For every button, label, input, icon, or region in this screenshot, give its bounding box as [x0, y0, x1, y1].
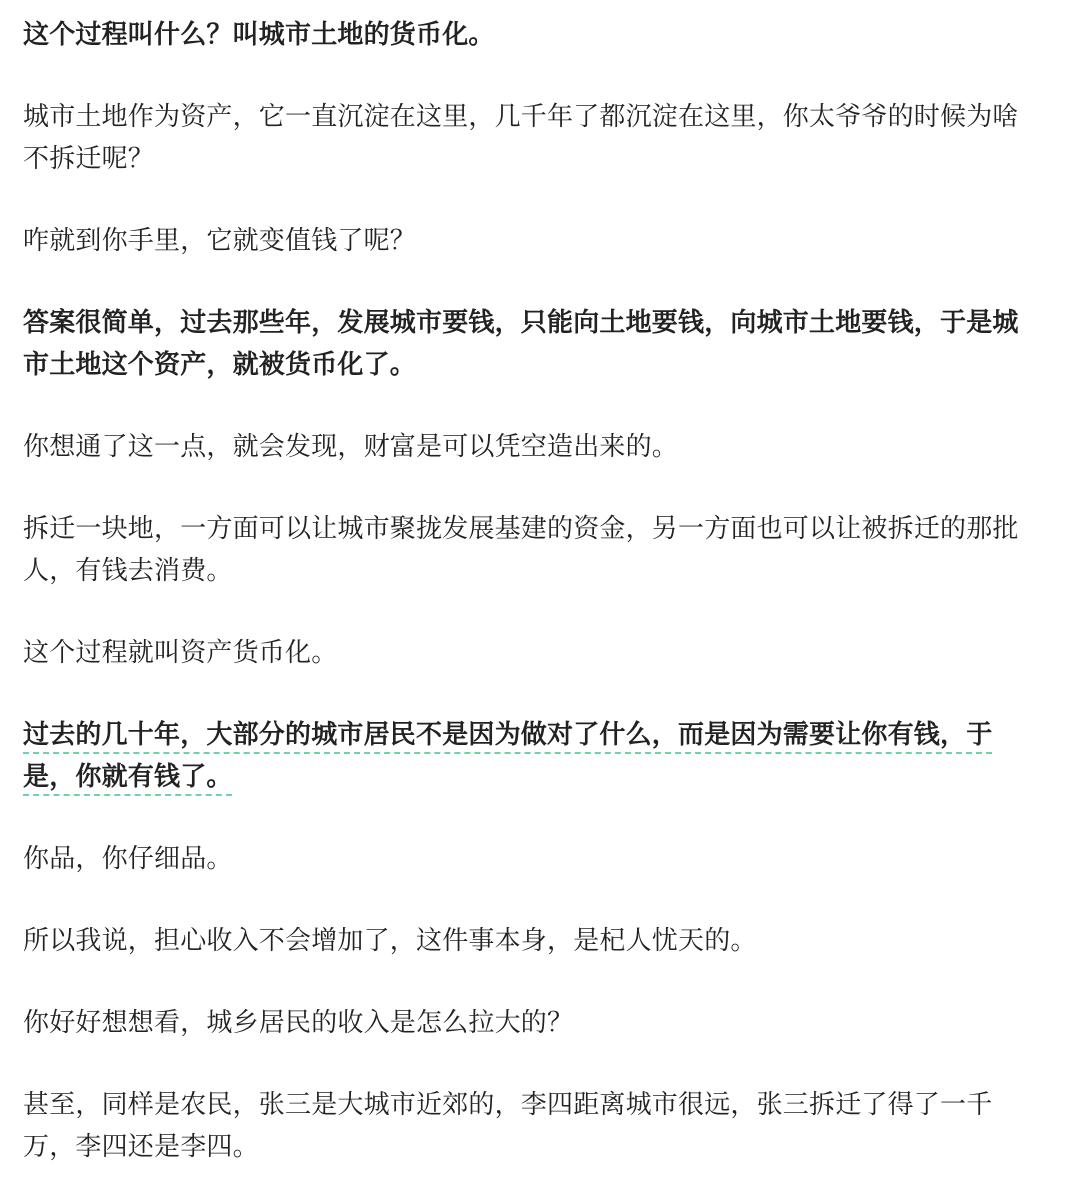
highlight-text[interactable]: 过去的几十年，大部分的城市居民不是因为做对了什么，而是因为需要让你有钱，于是，你就有钱了。: [23, 720, 993, 792]
paragraph: 城市土地作为资产，它一直沉淀在这里，几千年了都沉淀在这里，你太爷爷的时候为啥不拆迁呢？: [23, 102, 1019, 174]
paragraph: 拆迁一块地，一方面可以让城市聚拢发展基建的资金，另一方面也可以让被拆迁的那批人，有钱去消费。: [23, 514, 1019, 586]
paragraph: 所以我说，担心收入不会增加了，这件事本身，是杞人忧天的。: [23, 926, 757, 956]
paragraph: 这个过程叫什么？叫城市土地的货币化。: [23, 20, 495, 50]
paragraph: 答案很简单，过去那些年，发展城市要钱，只能向土地要钱，向城市土地要钱，于是城市土地这个资产，就被货币化了。: [23, 308, 1019, 380]
paragraph: 这个过程就叫资产货币化。: [23, 638, 338, 668]
highlighted-paragraph[interactable]: [23, 714, 1040, 798]
paragraph: 甚至，同样是农民，张三是大城市近郊的，李四距离城市很远，张三拆迁了得了一千万，李四还是李四。: [23, 1090, 993, 1162]
paragraph: 咋就到你手里，它就变值钱了呢？: [23, 226, 417, 256]
paragraph: 你好好想想看，城乡居民的收入是怎么拉大的？: [23, 1008, 574, 1038]
paragraph: 你想通了这一点，就会发现，财富是可以凭空造出来的。: [23, 432, 679, 462]
paragraph: 你品，你仔细品。: [23, 844, 233, 874]
